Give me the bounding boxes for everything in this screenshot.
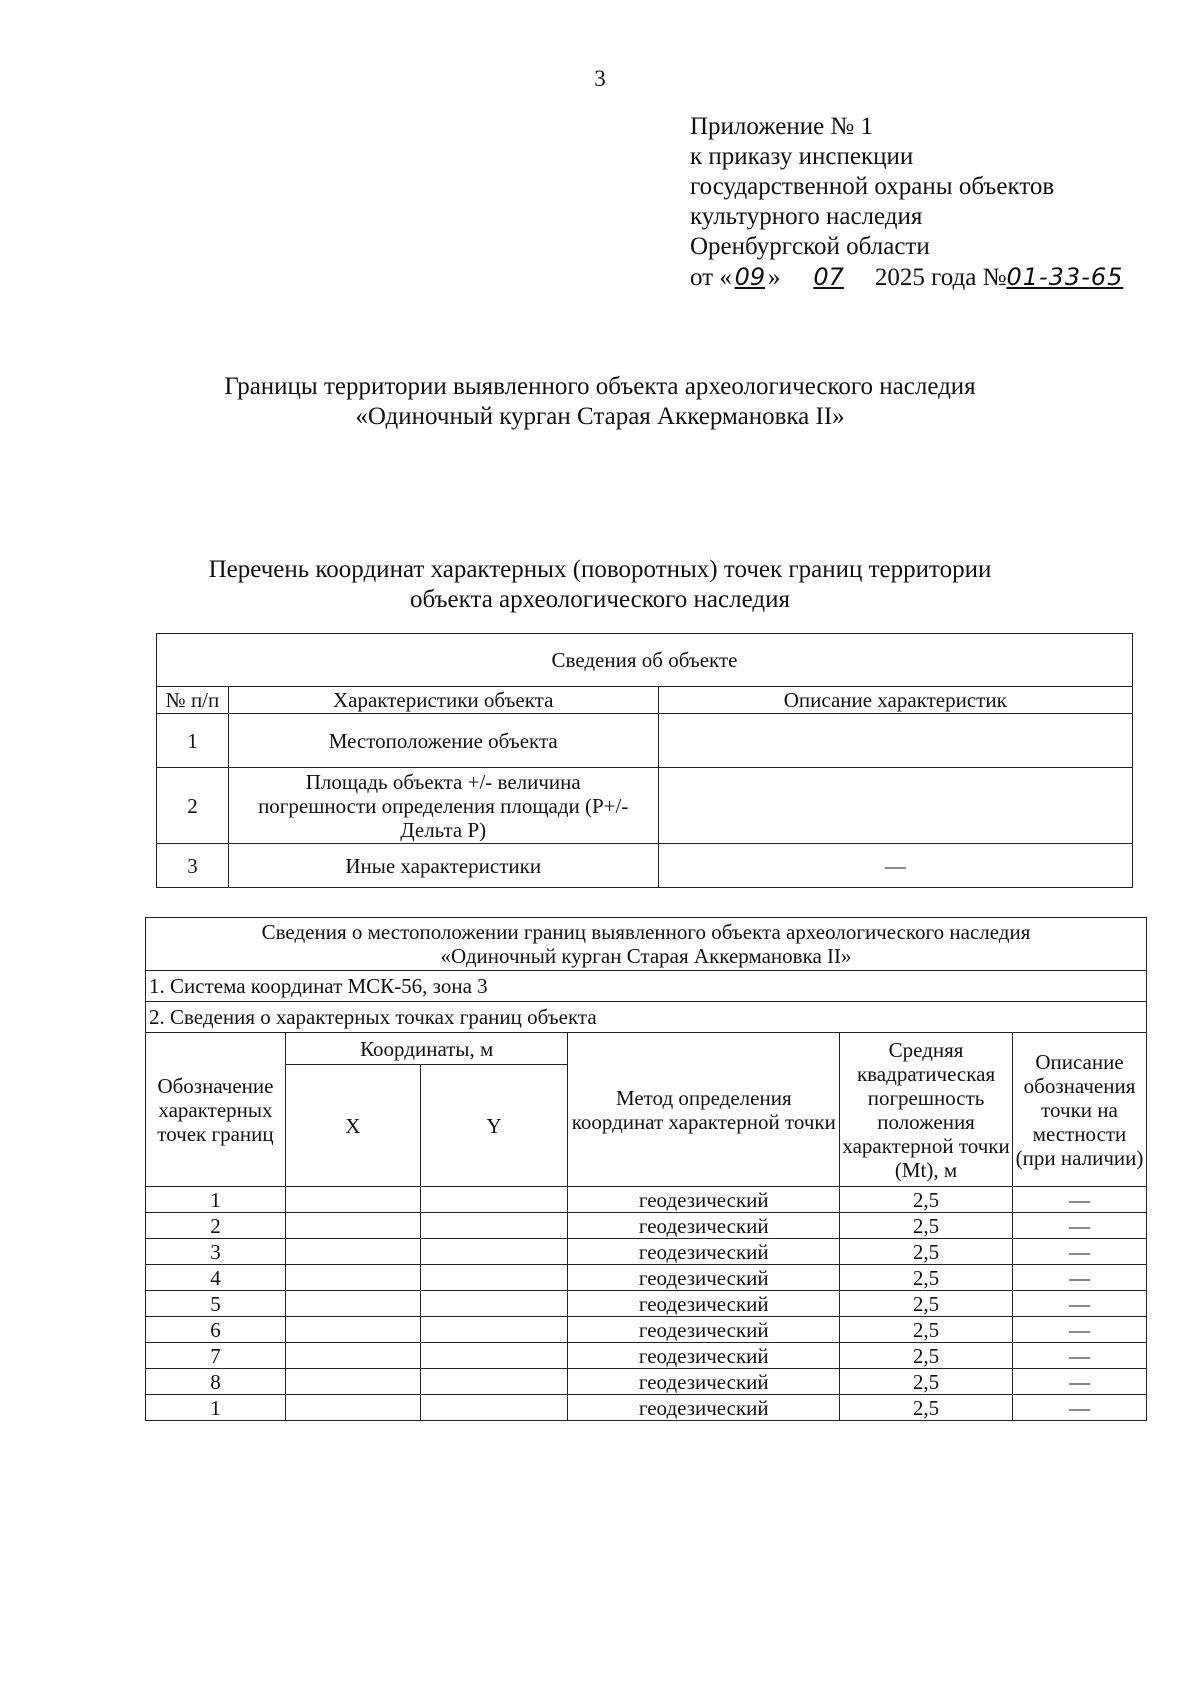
appendix-line: культурного наследия — [690, 203, 923, 230]
column-header: Характеристики объекта — [228, 687, 658, 714]
title-line: объекта археологического наследия — [410, 586, 790, 613]
point-method: геодезический — [568, 1187, 840, 1213]
point-method: геодезический — [568, 1395, 840, 1421]
table-row — [157, 768, 1133, 844]
title-line: Перечень координат характерных (поворотных) точек границ территории — [208, 556, 992, 583]
point-error: 2,5 — [840, 1239, 1013, 1265]
column-header-method: Метод определения координат характерной точки — [568, 1033, 840, 1187]
handwritten-day: 09 — [734, 263, 766, 291]
column-header: № п/п — [157, 687, 229, 714]
title-line: «Одиночный курган Старая Аккермановка II» — [355, 403, 845, 430]
point-id: 5 — [146, 1291, 286, 1317]
point-id: 1 — [146, 1395, 286, 1421]
column-header: Описание характеристик — [658, 687, 1132, 714]
table-row — [146, 1265, 1147, 1291]
point-y — [420, 1343, 568, 1369]
point-description: — — [1013, 1369, 1147, 1395]
point-method: геодезический — [568, 1213, 840, 1239]
header-line: Сведения о местоположении границ выявленного объекта археологического наследия — [261, 920, 1031, 944]
point-y — [420, 1213, 568, 1239]
point-method: геодезический — [568, 1369, 840, 1395]
point-x — [285, 1343, 420, 1369]
row-characteristic: Местоположение объекта — [228, 714, 658, 768]
point-error: 2,5 — [840, 1317, 1013, 1343]
point-description: — — [1013, 1187, 1147, 1213]
point-y — [420, 1369, 568, 1395]
points-info: 2. Сведения о характерных точках границ объекта — [146, 1002, 1147, 1033]
point-method: геодезический — [568, 1265, 840, 1291]
point-method: геодезический — [568, 1291, 840, 1317]
date-prefix: от « — [690, 264, 732, 291]
column-header-designation: Обозначение характерных точек границ — [146, 1033, 286, 1187]
point-x — [285, 1369, 420, 1395]
column-header-x: X — [285, 1065, 420, 1187]
coordinates-list-title — [0, 555, 1200, 615]
date-mid: » — [767, 264, 781, 291]
point-y — [420, 1239, 568, 1265]
appendix-line: государственной охраны объектов — [690, 173, 1055, 200]
point-x — [285, 1239, 420, 1265]
point-y — [420, 1291, 568, 1317]
date-year: 2025 года № — [874, 264, 1007, 291]
point-id: 8 — [146, 1369, 286, 1395]
point-x — [285, 1317, 420, 1343]
column-header-description: Описание обозначения точки на местности (при наличии) — [1013, 1033, 1147, 1187]
table-row — [157, 714, 1133, 768]
appendix-line: Приложение № 1 — [690, 113, 874, 140]
appendix-date-line — [690, 262, 1123, 293]
point-x — [285, 1395, 420, 1421]
point-description: — — [1013, 1239, 1147, 1265]
row-description: — — [658, 844, 1132, 888]
object-info-table — [156, 633, 1133, 888]
point-error: 2,5 — [840, 1395, 1013, 1421]
handwritten-month: 07 — [813, 263, 844, 291]
point-id: 2 — [146, 1213, 286, 1239]
point-id: 7 — [146, 1343, 286, 1369]
point-x — [285, 1187, 420, 1213]
point-x — [285, 1213, 420, 1239]
header-line: «Одиночный курган Старая Аккермановка II» — [440, 944, 852, 968]
point-error: 2,5 — [840, 1187, 1013, 1213]
table-row — [146, 1187, 1147, 1213]
location-boundaries-table — [145, 917, 1147, 1421]
table-row — [146, 1369, 1147, 1395]
appendix-line: Оренбургской области — [690, 233, 930, 260]
coordinate-system: 1. Система координат МСК-56, зона 3 — [146, 971, 1147, 1002]
table-row — [146, 1291, 1147, 1317]
row-number: 1 — [157, 714, 229, 768]
point-id: 3 — [146, 1239, 286, 1265]
point-method: геодезический — [568, 1343, 840, 1369]
appendix-line: к приказу инспекции — [690, 143, 914, 170]
point-description: — — [1013, 1395, 1147, 1421]
point-x — [285, 1265, 420, 1291]
point-error: 2,5 — [840, 1369, 1013, 1395]
point-error: 2,5 — [840, 1291, 1013, 1317]
point-id: 4 — [146, 1265, 286, 1291]
table-header — [146, 918, 1147, 971]
handwritten-order-number: 01-33-65 — [1006, 263, 1124, 291]
table-row — [146, 1343, 1147, 1369]
point-id: 6 — [146, 1317, 286, 1343]
table-row — [157, 844, 1133, 888]
document-title — [0, 372, 1200, 432]
row-characteristic: Площадь объекта +/- величина погрешности определения площади (Р+/- Дельта Р) — [228, 768, 658, 844]
row-description — [658, 768, 1132, 844]
table-row — [146, 1239, 1147, 1265]
point-description: — — [1013, 1343, 1147, 1369]
table-header: Сведения об объекте — [157, 634, 1133, 687]
column-header-error: Средняя квадратическая погрешность положения характерной точки (Mt), м — [840, 1033, 1013, 1187]
point-x — [285, 1291, 420, 1317]
point-error: 2,5 — [840, 1265, 1013, 1291]
point-y — [420, 1187, 568, 1213]
point-method: геодезический — [568, 1239, 840, 1265]
column-header-coordinates: Координаты, м — [285, 1033, 568, 1065]
table-row — [146, 1395, 1147, 1421]
table-row — [146, 1213, 1147, 1239]
point-id: 1 — [146, 1187, 286, 1213]
point-description: — — [1013, 1265, 1147, 1291]
column-header-y: Y — [420, 1065, 568, 1187]
row-number: 3 — [157, 844, 229, 888]
table-row — [146, 1317, 1147, 1343]
point-y — [420, 1395, 568, 1421]
appendix-block — [690, 112, 1123, 293]
row-characteristic: Иные характеристики — [228, 844, 658, 888]
row-number: 2 — [157, 768, 229, 844]
point-y — [420, 1317, 568, 1343]
point-method: геодезический — [568, 1317, 840, 1343]
point-y — [420, 1265, 568, 1291]
point-description: — — [1013, 1317, 1147, 1343]
row-description — [658, 714, 1132, 768]
title-line: Границы территории выявленного объекта археологического наследия — [224, 373, 976, 400]
point-description: — — [1013, 1291, 1147, 1317]
page-number: 3 — [594, 66, 606, 91]
point-description: — — [1013, 1213, 1147, 1239]
point-error: 2,5 — [840, 1213, 1013, 1239]
point-error: 2,5 — [840, 1343, 1013, 1369]
